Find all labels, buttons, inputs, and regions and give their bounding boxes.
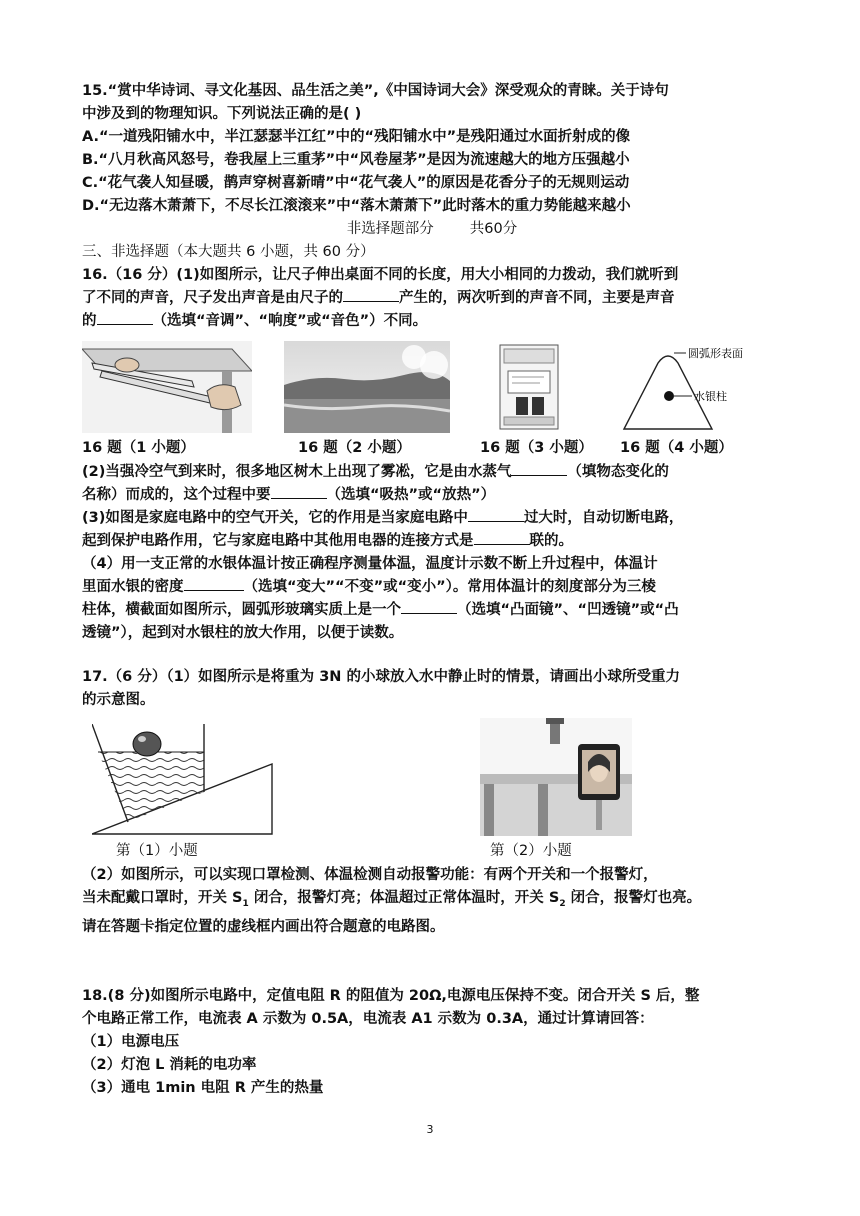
q15-option-b[interactable]: B.“八月秋高风怒号，卷我屋上三重茅”中“风卷屋茅”是因为流速越大的地方压强越小 [82, 152, 630, 168]
fig4-label-top: 圆弧形表面 [688, 347, 743, 360]
air-switch-figure [494, 341, 564, 433]
q18-item: （3）通电 1min 电阻 R 产生的热量 [82, 1079, 324, 1096]
figure-caption: 16 题（3 小题） [480, 440, 593, 456]
q15-option-c[interactable]: C.“花气袭人知昼暖，鹊声穿树喜新晴”中“花气袭人”的原因是花香分子的无规则运动 [82, 175, 630, 191]
section-heading: 三、非选择题（本大题共 6 小题，共 60 分） [82, 244, 375, 260]
ruler-table-figure [82, 341, 252, 433]
q17-figures [82, 718, 782, 840]
ball-in-water-figure [92, 724, 292, 836]
answer-blank[interactable] [468, 507, 524, 522]
answer-blank[interactable] [271, 484, 327, 499]
rime-landscape-figure [284, 341, 450, 433]
figure-caption: 第（2）小题 [490, 843, 572, 859]
q15-stem: 15.“赏中华诗词、寻文化基因、品生活之美”,《中国诗词大会》深受观众的青睐。关于诗句 [82, 83, 669, 99]
answer-blank[interactable] [401, 599, 457, 614]
answer-blank[interactable] [97, 310, 153, 325]
thermometer-section-figure [612, 341, 782, 433]
answer-blank[interactable] [511, 461, 567, 476]
figure-caption: 16 题（1 小题） [82, 440, 195, 456]
fig4-label-bottom: 水银柱 [694, 390, 727, 403]
section-part-title: 非选择题部分 共60分 [346, 221, 518, 237]
q18-item: （2）灯泡 L 消耗的电功率 [82, 1056, 257, 1073]
q16-captions [82, 437, 782, 461]
figure-caption: 第（1）小题 [116, 843, 198, 859]
q18-item: （1）电源电压 [82, 1033, 180, 1050]
q17-stem: 17.（6 分）（1）如图所示是将重为 3N 的小球放入水中静止时的情景，请画出小球所受重力 [82, 669, 680, 685]
face-detection-terminal-figure [480, 718, 632, 836]
exam-page: 15.“赏中华诗词、寻文化基因、品生活之美”,《中国诗词大会》深受观众的青睐。关于诗句 中涉及到的物理知识。下列说法正确的是( ) A.“一道残阳铺水中，半江瑟瑟半江红”中的“残阳铺水中”是残阳通过水面折射成的像 B.“八月秋高风怒号，卷我屋上三重茅”中“风卷屋茅”是因为流速越大的地方压强越小 C.“花气袭人知昼暖，鹊声穿树喜新晴”中“花气袭人”的原因是花香分子的无规则运动 D.“无边落木萧萧下，不尽长江滚滚来”中“落木萧萧下”此时落木的重力势能越来越小 非选择题部分 共60分 三、非选择题（本大题共 6 小题，共 60 分） 16.（16 分）(1)如图所示，让尺子伸出桌面不同的长度，用大小相同的力拨动，我们就听到 了不同的声音，尺子发出声音是由尺子的 产生的，两次听到的声音不同，主要是声音 的 （选填“音调”、“响度”或“音色”）不同。 圆弧形表面 水银柱 16 题（1 小题） 16 题（2 小题） 16 题（3 小题） 16 题（4 小题） (2)当强冷空气到来时，很多地区树木上出现了雾凇，它是由水蒸气 （填物态变化的 名称）而成的，这个过程中要 （选填“吸热”或“放热”） (3)如图是家庭电路中的空气开关，它的作用是当家庭电路中 过大时，自动切断电路， 起到保护电路作用，它与家庭电路中其他用电器的连接方式是 联的。 （4）用一支正常的水银体温计按正确程序测量体温，温度计示数不断上升过程中，体温计 里面水银的密度 （选填“变大”“不变”或“变小”）。常用体温计的刻度部分为三棱 柱体，横截面如图所示，圆弧形玻璃实质上是一个 （选填“凸面镜”、“凹透镜”或“凸 透镜”），起到对水银柱的放大作用，以便于读数。 17.（6 分）（1）如图所示是将重为 3N 的小球放入水中静止时的情景，请画出小球所受重力 的示意图。 第（1）小题 第（2）小题 （2）如图所示，可以实现口罩检测、体温检测自动报警功能：有两个开关和一个报警灯， 当未配戴口罩时，开关 $S_1$ 闭合，报警灯亮；体温超过正常体温时，开关 $S_2$ 闭合，报警灯也亮。 请在答题卡指定位置的虚线框内画出符合题意的电路图。 18.(8 分)如图所示电路中，定值电阻 R 的阻值为 20Ω,电源电压保持不变。闭合开关 S 后，整 个电路正常工作，电流表 A 示数为 0.5A，电流表 A1 示数为 0.3A，通过计算请回答： （1）电源电压 （2）灯泡 L 消耗的电功率 （3）通电 1min 电阻 R 产生的热量 [82, 80, 782, 1100]
q17-captions [82, 840, 782, 864]
q16-stem: 16.（16 分）(1)如图所示，让尺子伸出桌面不同的长度，用大小相同的力拨动，我们就听到 [82, 267, 679, 283]
q18-stem: 18.(8 分)如图所示电路中，定值电阻 R 的阻值为 20Ω,电源电压保持不变。闭合开关 S 后，整 [82, 987, 700, 1004]
answer-blank[interactable] [184, 576, 244, 591]
q15-option-a[interactable]: A.“一道残阳铺水中，半江瑟瑟半江红”中的“残阳铺水中”是残阳通过水面折射成的像 [82, 129, 631, 145]
figure-caption: 16 题（2 小题） [298, 440, 411, 456]
page-number: 3 [426, 1123, 434, 1136]
q15-option-d[interactable]: D.“无边落木萧萧下，不尽长江滚滚来”中“落木萧萧下”此时落木的重力势能越来越小 [82, 198, 631, 214]
q16-figures [82, 341, 782, 437]
answer-blank[interactable] [474, 530, 530, 545]
answer-blank[interactable] [343, 287, 399, 302]
figure-caption: 16 题（4 小题） [620, 440, 733, 456]
